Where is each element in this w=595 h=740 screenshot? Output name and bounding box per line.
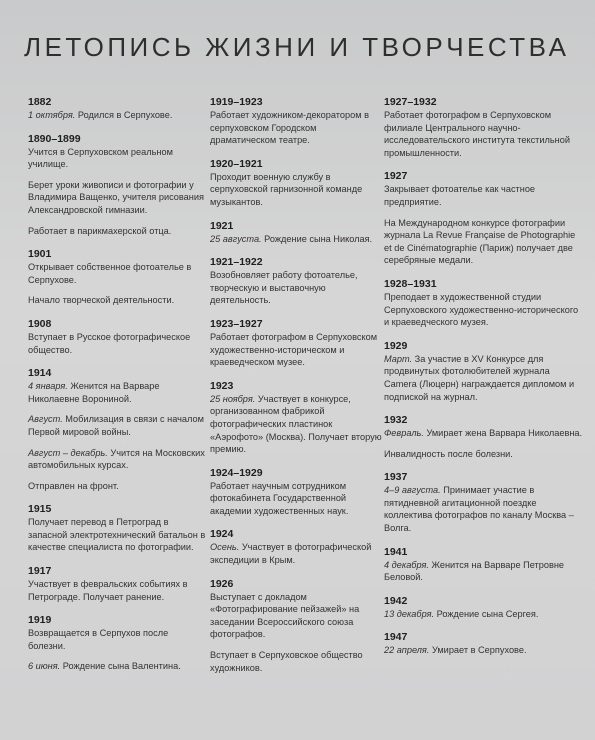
entry-text <box>210 233 382 246</box>
page-title: ЛЕТОПИСЬ ЖИЗНИ И ТВОРЧЕСТВА <box>24 32 570 62</box>
entry-date: 4 декабря. <box>384 559 429 570</box>
entry-body: Вступает в Русское фотографическое общество. <box>28 331 191 355</box>
entry-text <box>28 294 208 307</box>
entry-body: Работает научным сотрудником фотокабинета Государственной академии художественных наук. <box>210 480 349 516</box>
timeline-entry <box>384 340 584 403</box>
timeline-entry <box>384 471 584 534</box>
entry-body: Работает фотографом в Серпуховском художественно-историческом и краеведческом музее. <box>210 331 378 368</box>
entry-body: Выступает с докладом «Фотографирование пейзажей» на заседании Всероссийского союза фотографов. <box>210 591 360 640</box>
entry-year: 1908 <box>28 317 52 330</box>
entry-year: 1937 <box>384 471 408 484</box>
entry-text <box>384 427 584 440</box>
timeline-entry <box>384 96 584 159</box>
entry-date: Август. <box>28 414 63 425</box>
entry-text <box>210 649 382 674</box>
entry-text <box>210 591 382 641</box>
entry-date: Февраль. <box>384 428 424 439</box>
entry-text <box>210 393 382 456</box>
entry-text <box>28 413 208 438</box>
entry-body: Участвует в февральских событиях в Петрограде. Получает ранение. <box>28 579 188 602</box>
entry-text <box>28 578 208 603</box>
entry-year: 1927 <box>384 170 408 183</box>
timeline-entry <box>210 220 382 246</box>
entry-body: Вступает в Серпуховское общество художников. <box>210 650 363 673</box>
entry-body: Женится на Варваре Николаевне Ворониной. <box>28 381 160 404</box>
entry-text <box>384 217 584 267</box>
entry-body: Работает в парикмахерской отца. <box>28 225 172 236</box>
timeline-entry <box>210 318 382 369</box>
entry-text <box>210 541 382 566</box>
entry-text <box>384 109 584 159</box>
timeline-entry <box>384 631 584 657</box>
entry-year: 1924–1929 <box>210 466 263 479</box>
entry-text <box>210 171 382 209</box>
timeline-entry <box>210 578 382 675</box>
entry-body: Женится на Варваре Петровне Беловой. <box>384 559 565 583</box>
entry-year: 1924 <box>210 528 234 541</box>
entry-text <box>210 269 382 307</box>
entry-body: Умирает жена Варвара Николаевна. <box>423 428 583 439</box>
entry-year: 1923–1927 <box>210 317 263 330</box>
entry-body: Отправлен на фронт. <box>28 480 119 491</box>
entry-year: 1917 <box>28 565 52 578</box>
entry-date: 13 декабря. <box>384 608 435 619</box>
entry-body: Возвращается в Серпухов после болезни. <box>28 628 169 651</box>
entry-date: 22 апреля. <box>384 645 430 656</box>
entry-year: 1915 <box>28 503 52 516</box>
entry-text <box>384 291 584 329</box>
entry-year: 1882 <box>28 96 52 108</box>
timeline-entry <box>210 158 382 209</box>
entry-text <box>28 146 208 171</box>
entry-body: Рождение сына Сергея. <box>434 608 539 619</box>
timeline-entry <box>384 414 584 460</box>
entry-year: 1921 <box>210 219 234 232</box>
entry-body: Мобилизация в связи с началом Первой мировой войны. <box>28 414 204 437</box>
timeline-entry <box>210 96 382 147</box>
entry-date: 4 января. <box>28 381 68 392</box>
entry-body: Принимает участие в пятидневной агитационной поездке коллектива фотографов по каналу Москва – Волга. <box>384 485 574 534</box>
entry-date: 4–9 августа. <box>384 485 441 496</box>
entry-text <box>28 225 208 238</box>
entry-text <box>28 331 208 356</box>
entry-body: Рождение сына Николая. <box>261 233 373 244</box>
timeline-entry <box>210 467 382 518</box>
entry-text <box>210 480 382 518</box>
entry-body: Участвует в фотографической экспедиции в Крым. <box>210 542 372 566</box>
entry-date: Март. <box>384 353 413 364</box>
entry-body: Родился в Серпухове. <box>75 110 173 120</box>
entry-text <box>384 448 584 461</box>
entry-text <box>384 608 584 621</box>
entry-year: 1890–1899 <box>28 132 81 145</box>
timeline-entry <box>28 503 208 554</box>
entry-body: Преподает в художественной студии Серпуховского художественно-исторического и краеведческого музея. <box>384 291 579 328</box>
timeline-entry <box>28 614 208 673</box>
timeline-entry <box>28 248 208 307</box>
timeline-entry <box>28 318 208 356</box>
entry-text <box>28 109 208 122</box>
entry-year: 1901 <box>28 248 52 261</box>
entry-text <box>28 480 208 493</box>
entry-year: 1927–1932 <box>384 96 437 108</box>
entry-text <box>28 660 208 673</box>
entry-text <box>28 261 208 286</box>
entry-year: 1932 <box>384 414 408 427</box>
timeline-column-3 <box>384 96 584 668</box>
entry-body: Закрывает фотоателье как частное предприятие. <box>384 184 536 207</box>
timeline-entry <box>210 256 382 307</box>
entry-year: 1929 <box>384 339 408 352</box>
entry-date: 25 ноября. <box>210 393 256 404</box>
entry-year: 1920–1921 <box>210 157 263 170</box>
timeline-entry <box>384 170 584 267</box>
entry-body: Берет уроки живописи и фотографии у Владимира Ващенко, учителя рисования Александровской гимназии. <box>28 179 204 215</box>
entry-body: Работает фотографом в Серпуховском филиале Центрального научно-исследовательского института текстильной промышленности. <box>384 110 570 158</box>
entry-body: Умирает в Серпухове. <box>429 645 527 656</box>
entry-text <box>28 627 208 652</box>
timeline-entry <box>28 565 208 603</box>
timeline-entry <box>210 380 382 456</box>
timeline-entry <box>28 367 208 492</box>
timeline-entry <box>210 528 382 566</box>
entry-year: 1914 <box>28 367 52 380</box>
entry-body: Учится на Московских автомобильных курсах. <box>28 447 205 471</box>
entry-body: Возобновляет работу фотоателье, творческую и выставочную деятельность. <box>210 270 358 306</box>
entry-body: Получает перевод в Петроград в запасной электротехнический батальон в качестве специалиста по фотографии. <box>28 517 206 553</box>
entry-text <box>384 644 584 657</box>
entry-year: 1919 <box>28 614 52 627</box>
timeline-column-1 <box>28 96 208 684</box>
entry-body: Учится в Серпуховском реальном училище. <box>28 146 173 170</box>
entry-date: 1 октября. <box>28 110 76 120</box>
entry-year: 1921–1922 <box>210 256 263 269</box>
entry-text <box>384 484 584 534</box>
entry-year: 1928–1931 <box>384 277 437 290</box>
timeline-entry <box>28 96 208 122</box>
entry-text <box>28 516 208 554</box>
timeline-column-2 <box>210 96 382 685</box>
entry-body: Проходит военную службу в серпуховской гарнизонной команде музыкантов. <box>210 171 363 207</box>
entry-text <box>384 183 584 208</box>
entry-body: За участие в XV Конкурсе для продвинутых фотолюбителей журнала Camera (Люцерн) награждается дипломом и подпиской на журнал. <box>384 353 575 402</box>
entry-year: 1942 <box>384 594 408 607</box>
entry-text <box>28 447 208 472</box>
entry-year: 1926 <box>210 577 234 590</box>
entry-text <box>210 109 382 147</box>
entry-body: Начало творческой деятельности. <box>28 295 175 306</box>
entry-year: 1919–1923 <box>210 96 263 108</box>
entry-year: 1923 <box>210 379 234 392</box>
entry-body: Рождение сына Валентина. <box>60 661 181 672</box>
entry-body: Инвалидность после болезни. <box>384 448 513 459</box>
timeline-entry <box>384 595 584 621</box>
entry-body: На Международном конкурсе фотографии журнала La Revue Française de Photographie et de Cinématographie (Париж) получает две серебряные медали. <box>384 217 576 266</box>
timeline-entry <box>28 133 208 238</box>
entry-date: Август – декабрь. <box>28 447 108 458</box>
entry-body: Участвует в конкурсе, организованном фабрикой фотографических пластинок «Аэрофото» (Москва). Получает вторую премию. <box>210 393 382 455</box>
entry-text <box>210 331 382 369</box>
timeline-entry <box>384 278 584 329</box>
entry-text <box>384 353 584 403</box>
timeline-entry <box>384 546 584 584</box>
entry-year: 1947 <box>384 631 408 644</box>
entry-body: Открывает собственное фотоателье в Серпухове. <box>28 262 192 285</box>
entry-text <box>28 380 208 405</box>
entry-text <box>384 559 584 584</box>
entry-year: 1941 <box>384 545 408 558</box>
entry-date: 6 июня. <box>28 661 61 672</box>
entry-date: 25 августа. <box>210 233 262 244</box>
entry-body: Работает художником-декоратором в серпуховском Городском драматическом театре. <box>210 110 369 146</box>
entry-date: Осень. <box>210 542 240 553</box>
entry-text <box>28 179 208 217</box>
